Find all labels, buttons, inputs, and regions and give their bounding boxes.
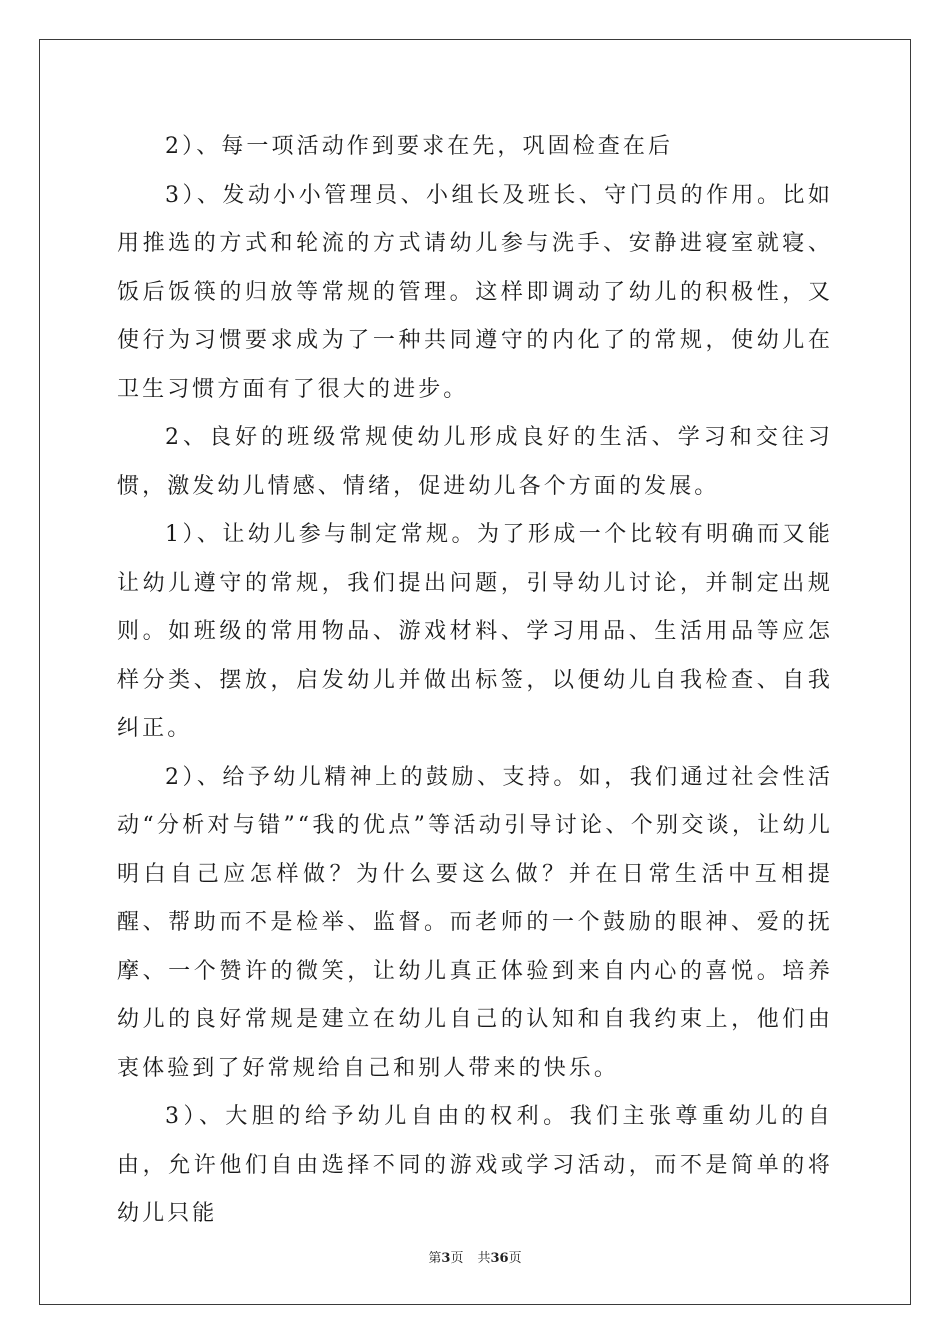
paragraph-2: 3）、发动小小管理员、小组长及班长、守门员的作用。比如用推选的方式和轮流的方式请幼儿参与洗手、安静进寝室就寝、饭后饭筷的归放等常规的管理。这样即调动了幼儿的积极性，又使行为习惯要求成为了一种共同遵守的内化了的常规，使幼儿在卫生习惯方面有了很大的进步。 bbox=[117, 182, 833, 402]
paragraph-6: 3）、大胆的给予幼儿自由的权利。我们主张尊重幼儿的自由，允许他们自由选择不同的游戏或学习活动，而不是简单的将幼儿只能 bbox=[117, 1104, 833, 1226]
page-footer bbox=[0, 1247, 950, 1266]
footer-total-prefix: 共 bbox=[477, 1251, 491, 1266]
footer-total-suffix: 页 bbox=[508, 1251, 522, 1266]
footer-total-pages: 36 bbox=[490, 1251, 509, 1266]
paragraph-3: 2、良好的班级常规使幼儿形成良好的生活、学习和交往习惯，激发幼儿情感、情绪，促进幼儿各个方面的发展。 bbox=[117, 425, 833, 499]
footer-page-number: 3 bbox=[441, 1251, 451, 1266]
footer-page-suffix: 页 bbox=[450, 1251, 464, 1266]
footer-page-prefix: 第 bbox=[428, 1251, 442, 1266]
paragraph-5: 2）、给予幼儿精神上的鼓励、支持。如，我们通过社会性活动“分析对与错”“我的优点”等活动引导讨论、个别交谈，让幼儿明白自己应怎样做？为什么要这么做？并在日常生活中互相提醒、帮助而不是检举、监督。而老师的一个鼓励的眼神、爱的抚摩、一个赞许的微笑，让幼儿真正体验到来自内心的喜悦。培养幼儿的良好常规是建立在幼儿自己的认知和自我约束上，他们由衷体验到了好常规给自己和别人带来的快乐。 bbox=[117, 764, 833, 1081]
paragraph-1: 2）、每一项活动作到要求在先，巩固检查在后 bbox=[165, 134, 674, 159]
paragraph-4: 1）、让幼儿参与制定常规。为了形成一个比较有明确而又能让幼儿遵守的常规，我们提出问题，引导幼儿讨论，并制定出规则。如班级的常用物品、游戏材料、学习用品、生活用品等应怎样分类、摆放，启发幼儿并做出标签，以便幼儿自我检查、自我纠正。 bbox=[117, 522, 833, 741]
document-body bbox=[117, 123, 833, 1239]
